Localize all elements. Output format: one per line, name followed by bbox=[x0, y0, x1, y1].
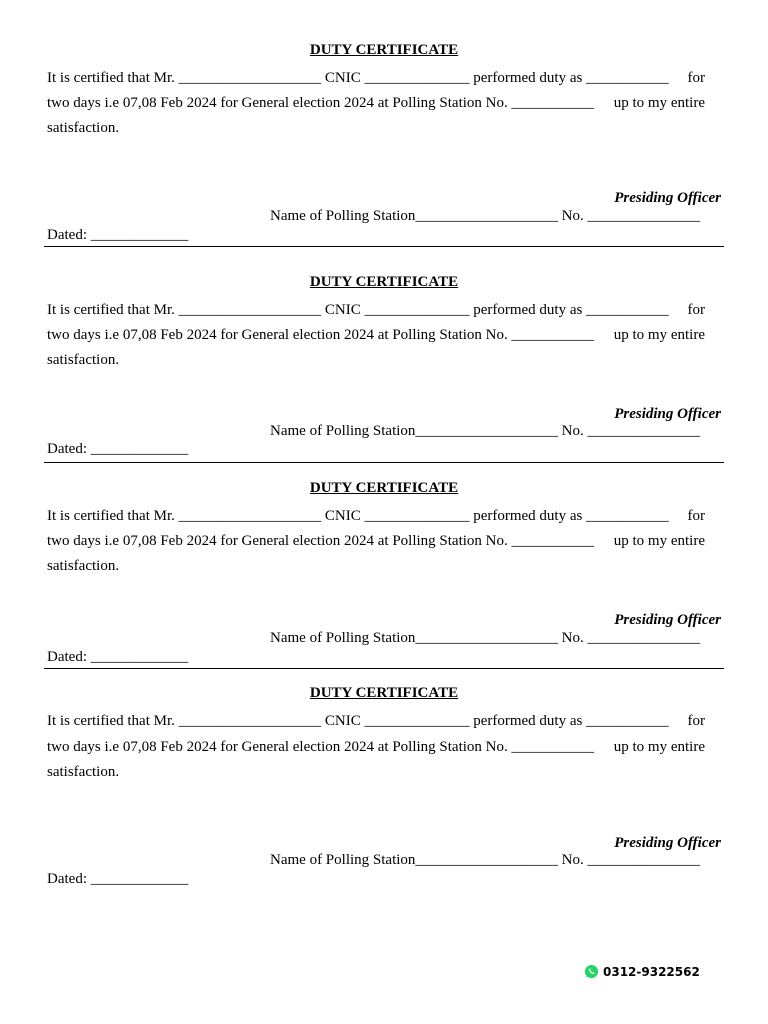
contact-phone: 0312-9322562 bbox=[603, 964, 700, 979]
certificate-line-3: satisfaction. bbox=[47, 764, 120, 780]
certificate-title: DUTY CERTIFICATE bbox=[309, 274, 459, 290]
certificate-line-2: two days i.e 07,08 Feb 2024 for General election 2024 at Polling Station No. ___________ up to my entire bbox=[47, 739, 705, 755]
polling-station-field: Name of Polling Station___________________ No. _______________ bbox=[270, 208, 700, 224]
certificate-title: DUTY CERTIFICATE bbox=[309, 685, 459, 701]
separator-line bbox=[44, 668, 724, 669]
separator-line bbox=[44, 462, 724, 463]
separator-line bbox=[44, 246, 724, 247]
certificate-line-1: It is certified that Mr. ___________________ CNIC ______________ performed duty as ___________ for bbox=[47, 713, 705, 729]
certificate-line-3: satisfaction. bbox=[47, 120, 120, 136]
polling-station-field: Name of Polling Station___________________ No. _______________ bbox=[270, 423, 700, 439]
presiding-officer-label: Presiding Officer bbox=[614, 190, 721, 206]
dated-field: Dated: _____________ bbox=[47, 649, 189, 665]
certificate-line-2: two days i.e 07,08 Feb 2024 for General election 2024 at Polling Station No. ___________ up to my entire bbox=[47, 533, 705, 549]
certificate-line-1: It is certified that Mr. ___________________ CNIC ______________ performed duty as ___________ for bbox=[47, 508, 705, 524]
dated-field: Dated: _____________ bbox=[47, 871, 189, 887]
presiding-officer-label: Presiding Officer bbox=[614, 612, 721, 628]
certificate-line-3: satisfaction. bbox=[47, 352, 120, 368]
contact-footer bbox=[584, 964, 700, 979]
dated-field: Dated: _____________ bbox=[47, 227, 189, 243]
whatsapp-icon bbox=[584, 964, 599, 979]
certificate-line-2: two days i.e 07,08 Feb 2024 for General election 2024 at Polling Station No. ___________ up to my entire bbox=[47, 95, 705, 111]
certificate-line-2: two days i.e 07,08 Feb 2024 for General election 2024 at Polling Station No. ___________ up to my entire bbox=[47, 327, 705, 343]
certificate-title: DUTY CERTIFICATE bbox=[309, 480, 459, 496]
presiding-officer-label: Presiding Officer bbox=[614, 406, 721, 422]
certificate-line-1: It is certified that Mr. ___________________ CNIC ______________ performed duty as ___________ for bbox=[47, 302, 705, 318]
dated-field: Dated: _____________ bbox=[47, 441, 189, 457]
certificate-line-1: It is certified that Mr. ___________________ CNIC ______________ performed duty as ___________ for bbox=[47, 70, 705, 86]
polling-station-field: Name of Polling Station___________________ No. _______________ bbox=[270, 852, 700, 868]
certificate-line-3: satisfaction. bbox=[47, 558, 120, 574]
certificate-title: DUTY CERTIFICATE bbox=[309, 42, 459, 58]
polling-station-field: Name of Polling Station___________________ No. _______________ bbox=[270, 630, 700, 646]
presiding-officer-label: Presiding Officer bbox=[614, 835, 721, 851]
